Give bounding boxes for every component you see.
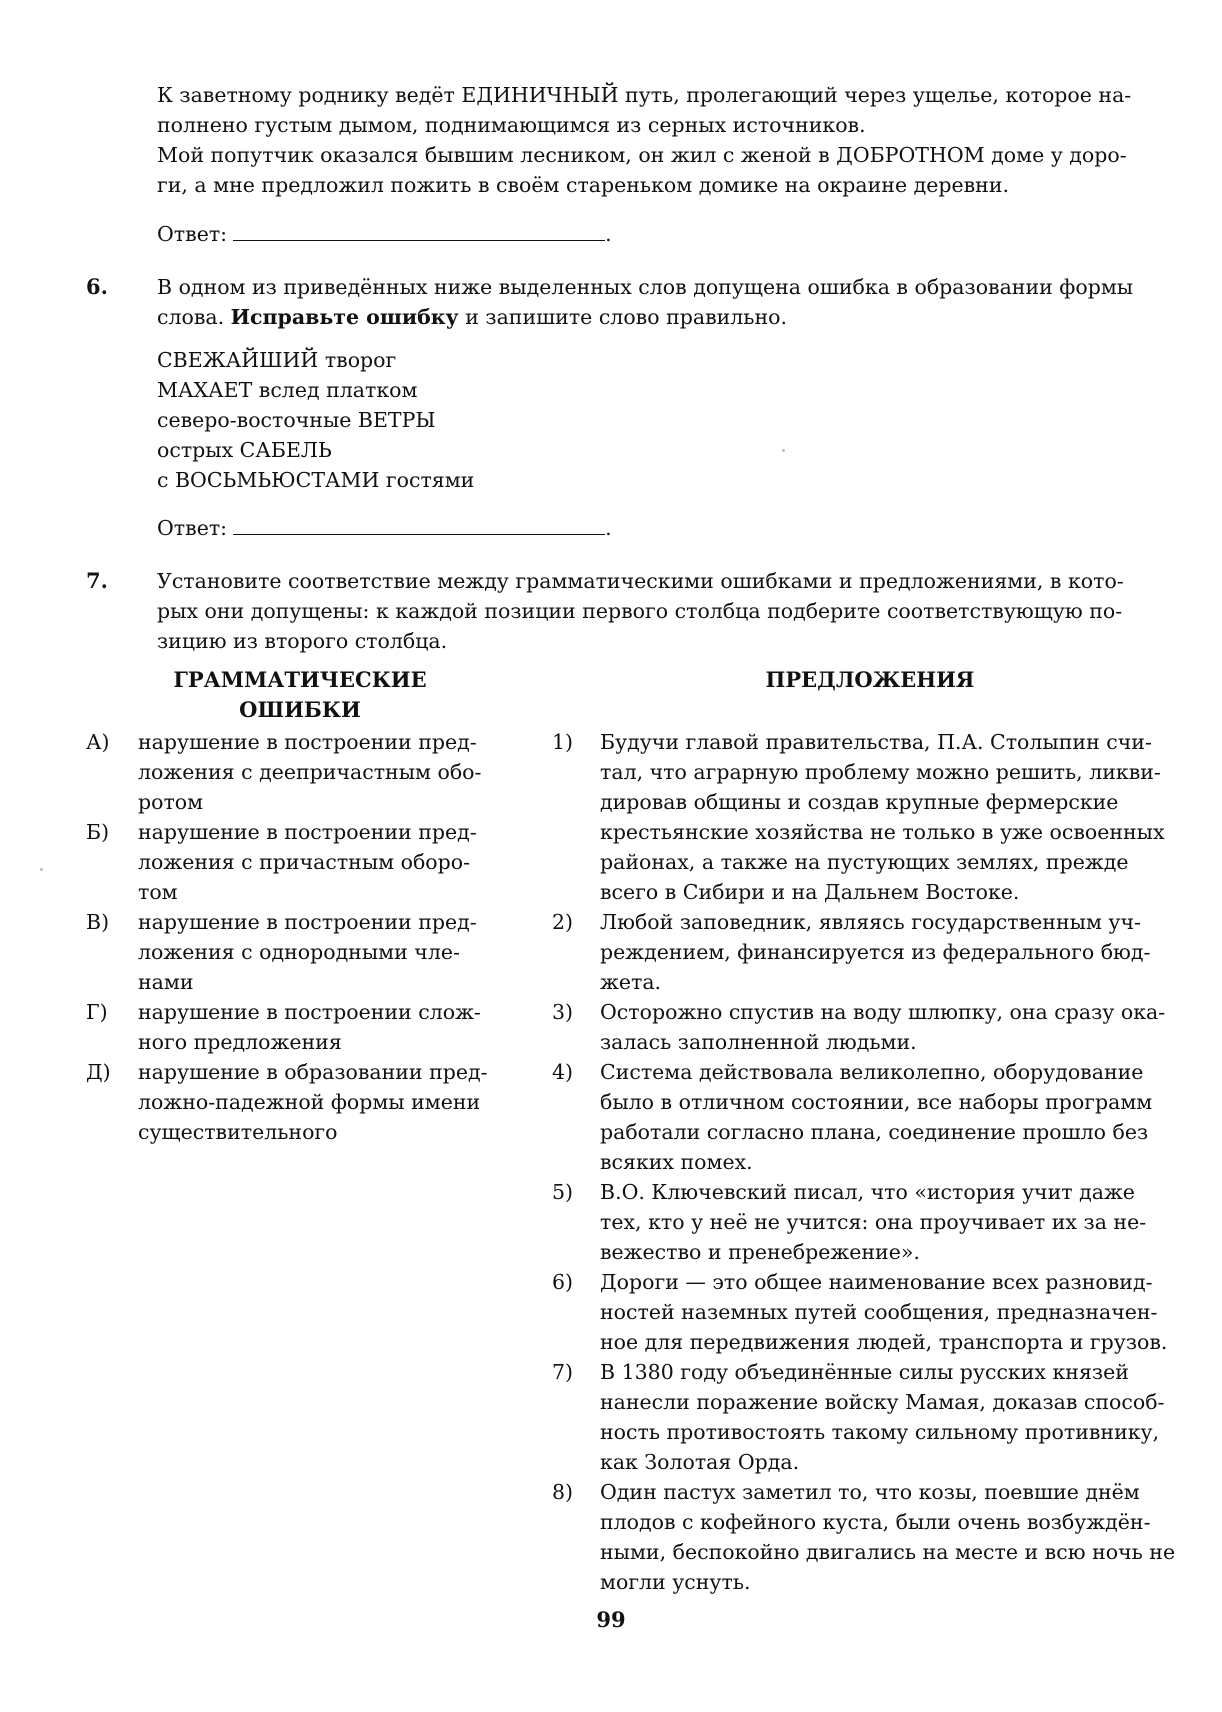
sentence-line: ное для передвижения людей, транспорта и грузов. xyxy=(600,1330,1168,1354)
task6-word-list xyxy=(157,345,474,495)
sentence-line: было в отличном состоянии, все наборы программ xyxy=(600,1090,1153,1114)
task6-line: В одном из приведённых ниже выделенных слов допущена ошибка в образовании формы xyxy=(157,275,1134,299)
answer-label: Ответ: xyxy=(157,222,228,246)
heading-line: ГРАММАТИЧЕСКИЕ xyxy=(173,667,427,692)
sentence-line: работали согласно плана, соединение прошло без xyxy=(600,1120,1149,1144)
task7-number: 7. xyxy=(86,568,108,593)
sentence-line: Система действовала великолепно, оборудование xyxy=(600,1060,1144,1084)
error-line: ложения с деепричастным обо- xyxy=(138,760,482,784)
sentence-line: районах, а также на пустующих землях, прежде xyxy=(600,850,1129,874)
task6-text: слова. xyxy=(157,305,231,329)
sentence-line: тех, кто у неё не учится: она проучивает их за не- xyxy=(600,1210,1147,1234)
sentence-line: Осторожно спустив на воду шлюпку, она сразу ока- xyxy=(600,1000,1166,1024)
sentence-line: Дороги — это общее наименование всех разновид- xyxy=(600,1270,1153,1294)
scan-speck xyxy=(782,449,785,452)
error-line: ного предложения xyxy=(138,1030,342,1054)
sentence-line: крестьянские хозяйства не только в уже освоенных xyxy=(600,820,1165,844)
answer-line[interactable] xyxy=(233,218,605,241)
word-item: МАХАЕТ вслед платком xyxy=(157,378,418,402)
sentence-line: вежество и пренебрежение». xyxy=(600,1240,920,1264)
errors-column-heading xyxy=(140,665,460,725)
sentence-line: Любой заповедник, являясь государственным уч- xyxy=(600,910,1141,934)
page-number: 99 xyxy=(596,1607,626,1632)
sentence-line: В 1380 году объединённые силы русских князей xyxy=(600,1360,1129,1384)
task5-text xyxy=(157,80,1182,200)
word-item: СВЕЖАЙШИЙ творог xyxy=(157,348,397,372)
sentence-line: Один пастух заметил то, что козы, поевшие днём xyxy=(600,1480,1140,1504)
sentence-label: 3) xyxy=(552,1000,574,1024)
error-label: Д) xyxy=(86,1060,111,1084)
sentence-label: 7) xyxy=(552,1360,574,1384)
error-line: том xyxy=(138,880,178,904)
task6-line xyxy=(157,302,1182,332)
sentence-label: 4) xyxy=(552,1060,574,1084)
word-item: с ВОСЬМЬЮСТАМИ гостями xyxy=(157,468,475,492)
error-label: Г) xyxy=(86,1000,108,1024)
heading-line: ОШИБКИ xyxy=(239,697,361,722)
sentence-line: всего в Сибири и на Дальнем Востоке. xyxy=(600,880,1020,904)
sentences-column-heading: ПРЕДЛОЖЕНИЯ xyxy=(765,667,975,692)
error-line: нами xyxy=(138,970,194,994)
error-line: ротом xyxy=(138,790,204,814)
word-item: северо-восточные ВЕТРЫ xyxy=(157,408,436,432)
answer-dot: . xyxy=(605,516,612,540)
word-item: острых САБЕЛЬ xyxy=(157,438,332,462)
error-line: нарушение в построении пред- xyxy=(138,910,477,934)
task6-instructions xyxy=(157,272,1182,332)
error-line: ложения с однородными чле- xyxy=(138,940,460,964)
sentence-line: жета. xyxy=(600,970,662,994)
sentence-line: Будучи главой правительства, П.А. Столыпин счи- xyxy=(600,730,1152,754)
task6-number: 6. xyxy=(86,274,108,299)
error-line: ложения с причастным оборо- xyxy=(138,850,471,874)
scan-speck xyxy=(40,868,43,871)
sentence-line: ность противостоять такому сильному противнику, xyxy=(600,1420,1160,1444)
sentence-line: плодов с кофейного куста, были очень возбуждён- xyxy=(600,1510,1151,1534)
sentence-line: залась заполненной людьми. xyxy=(600,1030,917,1054)
sentence-line: всяких помех. xyxy=(600,1150,753,1174)
sentence-line: реждением, финансируется из федерального бюд- xyxy=(600,940,1151,964)
answer-line[interactable] xyxy=(233,512,605,535)
sentence-line: ными, беспокойно двигались на месте и всю ночь не xyxy=(600,1540,1176,1564)
task7-line: зицию из второго столбца. xyxy=(157,629,448,653)
task6-text: и запишите слово правильно. xyxy=(458,305,787,329)
sentence-line: могли уснуть. xyxy=(600,1570,751,1594)
error-line: нарушение в построении слож- xyxy=(138,1000,481,1024)
sentence-label: 8) xyxy=(552,1480,574,1504)
sentence-line: как Золотая Орда. xyxy=(600,1450,800,1474)
sentence-label: 1) xyxy=(552,730,574,754)
task5-line: Мой попутчик оказался бывшим лесником, он жил с женой в ДОБРОТНОМ доме у доро- xyxy=(157,143,1127,167)
sentence-line: нанесли поражение войску Мамая, доказав способ- xyxy=(600,1390,1165,1414)
sentence-label: 2) xyxy=(552,910,574,934)
sentence-label: 6) xyxy=(552,1270,574,1294)
task5-line: ги, а мне предложил пожить в своём стареньком домике на окраине деревни. xyxy=(157,173,1010,197)
error-label: А) xyxy=(86,730,110,754)
sentence-line: дировав общины и создав крупные фермерские xyxy=(600,790,1119,814)
sentence-line: тал, что аграрную проблему можно решить, ликви- xyxy=(600,760,1161,784)
error-line: нарушение в образовании пред- xyxy=(138,1060,488,1084)
task6-bold-text: Исправьте ошибку xyxy=(230,305,459,329)
error-label: Б) xyxy=(86,820,110,844)
sentence-line: ностей наземных путей сообщения, предназначен- xyxy=(600,1300,1158,1324)
task5-line: К заветному роднику ведёт ЕДИНИЧНЫЙ путь, пролегающий через ущелье, которое на- xyxy=(157,83,1132,107)
error-line: ложно-падежной формы имени xyxy=(138,1090,481,1114)
answer-dot: . xyxy=(605,222,612,246)
task5-answer xyxy=(157,218,612,249)
task7-instructions xyxy=(157,566,1187,656)
error-label: В) xyxy=(86,910,110,934)
sentence-line: В.О. Ключевский писал, что «история учит даже xyxy=(600,1180,1135,1204)
task5-line: полнено густым дымом, поднимающимся из серных источников. xyxy=(157,113,866,137)
task6-answer xyxy=(157,512,612,543)
task7-line: рых они допущены: к каждой позиции первого столбца подберите соответствующую по- xyxy=(157,599,1123,623)
error-line: нарушение в построении пред- xyxy=(138,730,477,754)
task7-line: Установите соответствие между грамматическими ошибками и предложениями, в кото- xyxy=(157,569,1124,593)
answer-label: Ответ: xyxy=(157,516,228,540)
error-line: нарушение в построении пред- xyxy=(138,820,477,844)
sentence-label: 5) xyxy=(552,1180,574,1204)
error-line: существительного xyxy=(138,1120,338,1144)
